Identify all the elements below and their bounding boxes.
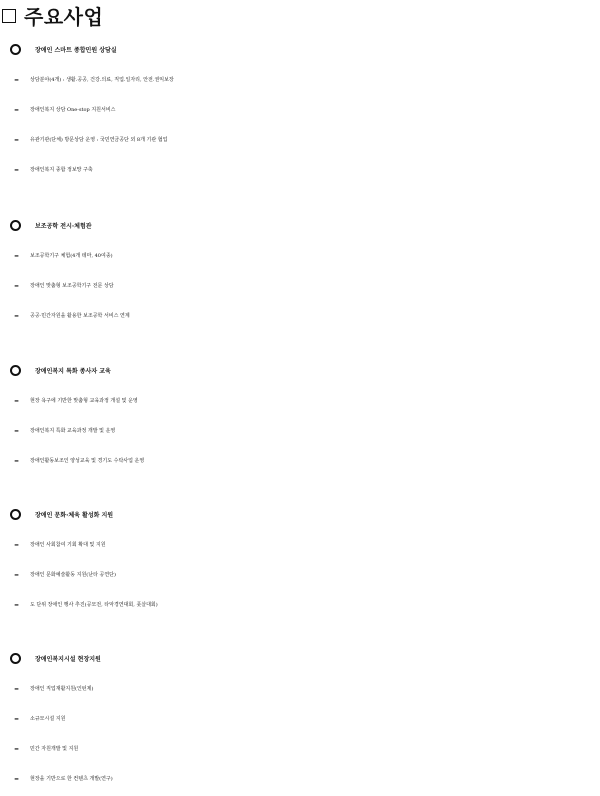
dash-marker: - <box>14 739 20 757</box>
section-heading <box>0 210 600 240</box>
circle-bullet-icon <box>10 509 21 520</box>
section-heading-text: 장애인 스마트 종합민원 상담실 <box>35 46 117 54</box>
dash-marker: - <box>14 276 20 294</box>
dash-marker: - <box>14 306 20 324</box>
list-item: - 장애인 사회참여 기회 확대 및 지원 <box>14 535 106 553</box>
checkbox-icon <box>2 9 16 23</box>
list-item: - 도 단위 장애인 행사 추진(공모전, 타악경연대회, 풋살대회) <box>14 595 158 613</box>
circle-bullet-icon <box>10 653 21 664</box>
section-heading <box>0 355 600 385</box>
section-assistive-tech <box>0 210 600 330</box>
dash-marker: - <box>14 451 20 469</box>
dash-marker: - <box>14 421 20 439</box>
dash-marker: - <box>14 595 20 613</box>
dash-marker: - <box>14 709 20 727</box>
section-heading-text: 장애인 문화·체육 활성화 지원 <box>35 511 114 519</box>
section-facility-support <box>0 643 600 793</box>
list-item: - 민간 자원개발 및 지원 <box>14 739 79 757</box>
dash-marker: - <box>14 565 20 583</box>
section-heading-text: 장애인복지 특화 종사자 교육 <box>35 367 111 375</box>
list-item: - 장애인복지 상담 One-stop 지원서비스 <box>14 100 116 118</box>
dash-marker: - <box>14 679 20 697</box>
dash-marker: - <box>14 70 20 88</box>
list-item: - 장애인 직업재활지원(인턴제) <box>14 679 94 697</box>
section-staff-education <box>0 355 600 475</box>
list-item: - 보조공학기구 체험(4개 테마, 40여종) <box>14 246 113 264</box>
list-item: - 장애인복지 종합 정보망 구축 <box>14 160 93 178</box>
list-item: - 장애인활동보조인 양성교육 및 경기도 수탁사업 운영 <box>14 451 145 469</box>
list-item: - 유관기관(단체) 방문상담 운영 : 국민연금공단 외 8개 기관 협업 <box>14 130 168 148</box>
section-heading <box>0 499 600 529</box>
dash-marker: - <box>14 769 20 787</box>
dash-marker: - <box>14 130 20 148</box>
dash-marker: - <box>14 391 20 409</box>
dash-marker: - <box>14 246 20 264</box>
section-heading <box>0 643 600 673</box>
circle-bullet-icon <box>10 220 21 231</box>
document-title: 주요사업 <box>24 4 104 29</box>
circle-bullet-icon <box>10 44 21 55</box>
list-item: - 장애인복지 특화 교육과정 개발 및 운영 <box>14 421 116 439</box>
list-item: - 현장을 기반으로 한 컨텐츠 개발(연구) <box>14 769 113 787</box>
section-heading-text: 장애인복지시설 현장지원 <box>35 655 101 663</box>
section-smart-consultation <box>0 34 600 184</box>
list-item: - 장애인 맞춤형 보조공학기구 전문 상담 <box>14 276 114 294</box>
section-heading-text: 보조공학 전시·체험관 <box>35 222 92 230</box>
list-item: - 상담분야(4개) : 생활.공공, 건강.의료, 직업.일자리, 안전.권익보장 <box>14 70 174 88</box>
document-title-row <box>2 0 103 30</box>
section-culture-sports <box>0 499 600 619</box>
list-item: - 소규모시설 지원 <box>14 709 66 727</box>
dash-marker: - <box>14 160 20 178</box>
dash-marker: - <box>14 535 20 553</box>
list-item: - 현장 욕구에 기반한 맞춤형 교육과정 개설 및 운영 <box>14 391 138 409</box>
list-item: - 장애인 문화예술활동 지원(난타 공연단) <box>14 565 116 583</box>
circle-bullet-icon <box>10 365 21 376</box>
dash-marker: - <box>14 100 20 118</box>
section-heading <box>0 34 600 64</box>
list-item: - 공공·민간자원을 활용한 보조공학 서비스 연계 <box>14 306 130 324</box>
